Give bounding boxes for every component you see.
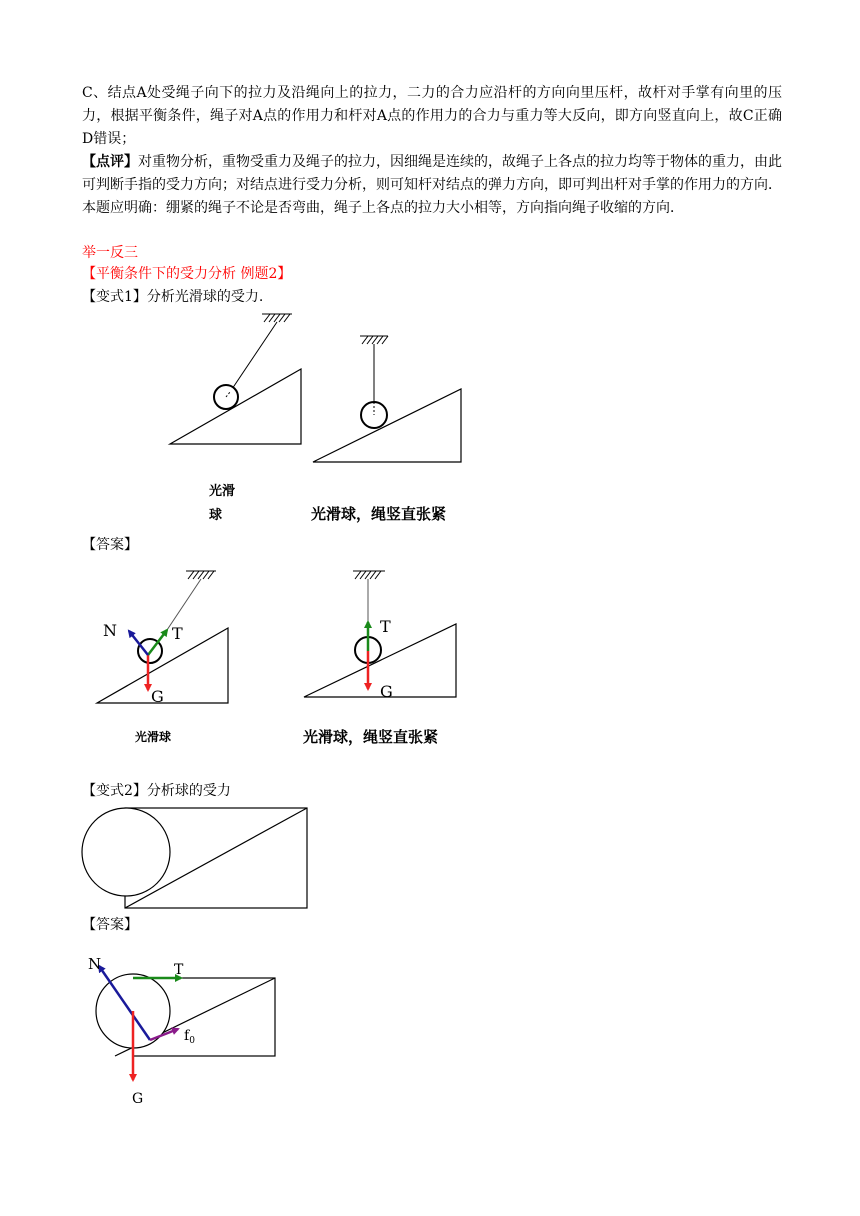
label-G: G	[151, 687, 164, 706]
fig1-right-diagram	[313, 336, 461, 462]
fig1-right-caption: 光滑球，绳竖直张紧	[311, 505, 447, 523]
fig1-left-caption-line2: 球	[209, 508, 223, 523]
label-f0-subscript: 0	[189, 1036, 195, 1046]
comment-body: 对重物分析，重物受重力及绳子的拉力，因细绳是连续的，故绳子上各点的拉力均等于物体的重力，由此可判断手指的受力方向；对结点进行受力分析，则可知杆对结点的弹力方向，即可判出杆对手掌的作用力的方向．本题应明确：绷紧的绳子不论是否弯曲，绳子上各点的拉力大小相等，方向指向绳子收缩的方向．	[82, 154, 782, 216]
rope	[230, 322, 277, 392]
label-f0-main: f	[184, 1028, 190, 1044]
ceiling-hatch-icon	[262, 314, 292, 322]
fig2-right-diagram	[304, 571, 456, 701]
label-G: G	[380, 682, 393, 701]
fig3-diagram	[82, 808, 307, 908]
label-f0	[184, 1028, 195, 1046]
incline	[313, 389, 461, 462]
label-T: T	[172, 624, 183, 643]
answer2-label: 【答案】	[82, 917, 138, 933]
section-heading: 举一反三	[82, 245, 138, 261]
label-N: N	[88, 955, 102, 973]
fig2-left-caption: 光滑球	[135, 730, 172, 744]
paragraph-c: C、结点A处受绳子向下的拉力及沿绳向上的拉力，二力的合力应沿杆的方向向里压杆，故杆对手掌有向里的压力，根据平衡条件，绳子对A点的作用力和杆对A点的作用力的合力与重力等大反向，即方向竖直向上，故C正确D错误；	[82, 85, 782, 147]
answer1-label: 【答案】	[82, 537, 138, 553]
ceiling-hatch-icon	[360, 336, 388, 344]
label-G: G	[132, 1091, 144, 1107]
fig4-diagram	[88, 955, 275, 1107]
fig2-right-caption: 光滑球，绳竖直张紧	[303, 728, 439, 746]
incline	[170, 369, 301, 444]
variant2-question: 【变式2】分析球的受力	[82, 783, 231, 799]
label-T: T	[174, 962, 184, 978]
fig1-left-diagram	[170, 314, 301, 444]
comment-tag: 【点评】	[82, 154, 138, 170]
variant1-question: 【变式1】分析光滑球的受力.	[82, 289, 264, 305]
ceiling-hatch-icon	[353, 571, 385, 579]
fig2-left-diagram	[97, 571, 228, 706]
label-T: T	[380, 617, 391, 636]
label-N: N	[103, 621, 117, 640]
example-title: 【平衡条件下的受力分析 例题2】	[82, 266, 292, 282]
ball	[82, 808, 170, 896]
ceiling-hatch-icon	[186, 571, 216, 579]
fig1-left-caption-line1: 光滑	[209, 484, 236, 499]
